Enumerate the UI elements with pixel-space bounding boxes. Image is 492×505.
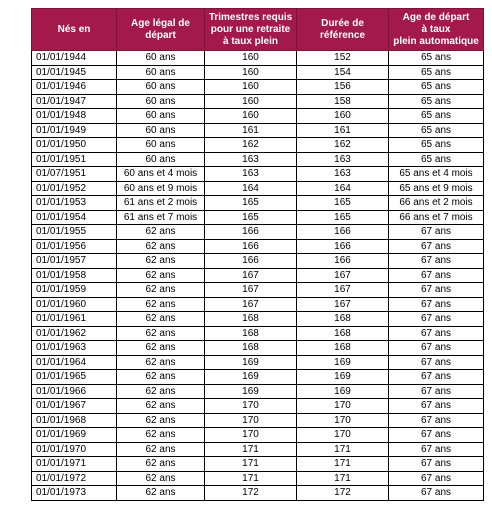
cell-required-quarters: 168 — [205, 326, 297, 341]
table-row — [32, 457, 484, 472]
cell-legal-age: 62 ans — [117, 355, 205, 370]
cell-required-quarters: 160 — [205, 51, 297, 66]
cell-reference-duration: 162 — [297, 138, 389, 153]
cell-legal-age: 60 ans — [117, 80, 205, 95]
table-row — [32, 210, 484, 225]
cell-reference-duration: 163 — [297, 167, 389, 182]
header-line: Nés en — [57, 23, 91, 35]
cell-legal-age: 60 ans — [117, 65, 205, 80]
cell-auto-full-rate-age: 67 ans — [389, 399, 484, 414]
cell-required-quarters: 171 — [205, 471, 297, 486]
cell-auto-full-rate-age: 65 ans — [389, 51, 484, 66]
cell-legal-age: 62 ans — [117, 370, 205, 385]
cell-birth-date: 01/01/1973 — [32, 486, 117, 501]
cell-auto-full-rate-age: 67 ans — [389, 254, 484, 269]
cell-auto-full-rate-age: 67 ans — [389, 471, 484, 486]
cell-required-quarters: 167 — [205, 297, 297, 312]
table-row — [32, 486, 484, 501]
cell-auto-full-rate-age: 67 ans — [389, 428, 484, 443]
cell-auto-full-rate-age: 65 ans — [389, 80, 484, 95]
cell-reference-duration: 169 — [297, 370, 389, 385]
cell-auto-full-rate-age: 67 ans — [389, 355, 484, 370]
cell-legal-age: 62 ans — [117, 341, 205, 356]
header-auto-full-rate-age — [389, 9, 484, 51]
cell-required-quarters: 163 — [205, 152, 297, 167]
table-row — [32, 239, 484, 254]
cell-required-quarters: 167 — [205, 283, 297, 298]
table-row — [32, 341, 484, 356]
cell-reference-duration: 170 — [297, 413, 389, 428]
retirement-age-table — [31, 8, 484, 501]
table-row — [32, 167, 484, 182]
cell-required-quarters: 167 — [205, 268, 297, 283]
cell-auto-full-rate-age: 65 ans et 9 mois — [389, 181, 484, 196]
cell-required-quarters: 166 — [205, 225, 297, 240]
cell-required-quarters: 160 — [205, 65, 297, 80]
cell-legal-age: 62 ans — [117, 442, 205, 457]
table-header — [32, 9, 484, 51]
cell-birth-date: 01/01/1964 — [32, 355, 117, 370]
cell-reference-duration: 163 — [297, 152, 389, 167]
table-row — [32, 283, 484, 298]
cell-legal-age: 62 ans — [117, 326, 205, 341]
cell-reference-duration: 171 — [297, 442, 389, 457]
cell-birth-date: 01/01/1957 — [32, 254, 117, 269]
cell-birth-date: 01/01/1971 — [32, 457, 117, 472]
header-reference-duration — [297, 9, 389, 51]
cell-legal-age: 62 ans — [117, 486, 205, 501]
cell-reference-duration: 154 — [297, 65, 389, 80]
header-legal-age — [117, 9, 205, 51]
cell-required-quarters: 168 — [205, 341, 297, 356]
cell-legal-age: 60 ans — [117, 109, 205, 124]
header-line: Trimestres requis — [208, 11, 293, 23]
cell-reference-duration: 168 — [297, 312, 389, 327]
cell-birth-date: 01/01/1951 — [32, 152, 117, 167]
cell-birth-date: 01/01/1958 — [32, 268, 117, 283]
cell-auto-full-rate-age: 65 ans — [389, 138, 484, 153]
table-row — [32, 355, 484, 370]
cell-birth-date: 01/01/1966 — [32, 384, 117, 399]
cell-birth-date: 01/01/1946 — [32, 80, 117, 95]
cell-reference-duration: 152 — [297, 51, 389, 66]
cell-auto-full-rate-age: 67 ans — [389, 442, 484, 457]
cell-birth-date: 01/01/1967 — [32, 399, 117, 414]
cell-required-quarters: 169 — [205, 355, 297, 370]
table-row — [32, 384, 484, 399]
cell-reference-duration: 165 — [297, 210, 389, 225]
table-row — [32, 109, 484, 124]
cell-reference-duration: 167 — [297, 283, 389, 298]
cell-auto-full-rate-age: 67 ans — [389, 341, 484, 356]
cell-auto-full-rate-age: 65 ans — [389, 65, 484, 80]
table-row — [32, 196, 484, 211]
cell-legal-age: 61 ans et 7 mois — [117, 210, 205, 225]
cell-reference-duration: 171 — [297, 471, 389, 486]
cell-reference-duration: 166 — [297, 239, 389, 254]
cell-birth-date: 01/07/1951 — [32, 167, 117, 182]
cell-reference-duration: 170 — [297, 428, 389, 443]
table-row — [32, 94, 484, 109]
cell-legal-age: 62 ans — [117, 239, 205, 254]
header-line: à taux plein — [222, 35, 278, 47]
cell-reference-duration: 164 — [297, 181, 389, 196]
cell-required-quarters: 170 — [205, 428, 297, 443]
cell-auto-full-rate-age: 67 ans — [389, 268, 484, 283]
cell-birth-date: 01/01/1961 — [32, 312, 117, 327]
cell-birth-date: 01/01/1947 — [32, 94, 117, 109]
cell-required-quarters: 166 — [205, 254, 297, 269]
cell-legal-age: 60 ans — [117, 51, 205, 66]
table-row — [32, 297, 484, 312]
cell-reference-duration: 165 — [297, 196, 389, 211]
cell-legal-age: 61 ans et 2 mois — [117, 196, 205, 211]
cell-reference-duration: 160 — [297, 109, 389, 124]
cell-reference-duration: 168 — [297, 341, 389, 356]
cell-birth-date: 01/01/1953 — [32, 196, 117, 211]
cell-auto-full-rate-age: 66 ans et 7 mois — [389, 210, 484, 225]
cell-auto-full-rate-age: 67 ans — [389, 283, 484, 298]
cell-required-quarters: 162 — [205, 138, 297, 153]
cell-auto-full-rate-age: 65 ans — [389, 123, 484, 138]
cell-birth-date: 01/01/1965 — [32, 370, 117, 385]
header-line: Age de départ — [402, 11, 470, 23]
cell-birth-date: 01/01/1970 — [32, 442, 117, 457]
table-row — [32, 138, 484, 153]
cell-reference-duration: 169 — [297, 384, 389, 399]
cell-birth-date: 01/01/1968 — [32, 413, 117, 428]
cell-reference-duration: 167 — [297, 268, 389, 283]
cell-required-quarters: 163 — [205, 167, 297, 182]
cell-birth-date: 01/01/1972 — [32, 471, 117, 486]
cell-legal-age: 60 ans — [117, 138, 205, 153]
table-row — [32, 268, 484, 283]
cell-legal-age: 60 ans — [117, 152, 205, 167]
table-row — [32, 442, 484, 457]
cell-auto-full-rate-age: 67 ans — [389, 486, 484, 501]
cell-required-quarters: 169 — [205, 370, 297, 385]
cell-legal-age: 62 ans — [117, 399, 205, 414]
cell-legal-age: 60 ans — [117, 94, 205, 109]
cell-birth-date: 01/01/1963 — [32, 341, 117, 356]
table-row — [32, 225, 484, 240]
cell-legal-age: 62 ans — [117, 297, 205, 312]
cell-reference-duration: 168 — [297, 326, 389, 341]
table-row — [32, 152, 484, 167]
cell-legal-age: 62 ans — [117, 225, 205, 240]
header-line: plein automatique — [393, 35, 479, 47]
cell-birth-date: 01/01/1962 — [32, 326, 117, 341]
cell-required-quarters: 164 — [205, 181, 297, 196]
table-row — [32, 65, 484, 80]
cell-required-quarters: 166 — [205, 239, 297, 254]
cell-auto-full-rate-age: 67 ans — [389, 384, 484, 399]
cell-legal-age: 60 ans et 4 mois — [117, 167, 205, 182]
table-body — [32, 51, 484, 501]
cell-birth-date: 01/01/1954 — [32, 210, 117, 225]
header-birth-date — [32, 9, 117, 51]
cell-legal-age: 62 ans — [117, 268, 205, 283]
cell-required-quarters: 168 — [205, 312, 297, 327]
cell-reference-duration: 169 — [297, 355, 389, 370]
cell-reference-duration: 166 — [297, 254, 389, 269]
table-row — [32, 326, 484, 341]
cell-reference-duration: 172 — [297, 486, 389, 501]
cell-reference-duration: 158 — [297, 94, 389, 109]
cell-birth-date: 01/01/1948 — [32, 109, 117, 124]
cell-legal-age: 60 ans — [117, 123, 205, 138]
cell-required-quarters: 169 — [205, 384, 297, 399]
cell-auto-full-rate-age: 67 ans — [389, 370, 484, 385]
table-row — [32, 370, 484, 385]
cell-legal-age: 62 ans — [117, 428, 205, 443]
cell-birth-date: 01/01/1950 — [32, 138, 117, 153]
cell-legal-age: 62 ans — [117, 384, 205, 399]
cell-auto-full-rate-age: 67 ans — [389, 312, 484, 327]
cell-auto-full-rate-age: 65 ans — [389, 94, 484, 109]
cell-auto-full-rate-age: 67 ans — [389, 239, 484, 254]
cell-required-quarters: 160 — [205, 94, 297, 109]
cell-required-quarters: 171 — [205, 457, 297, 472]
table-row — [32, 80, 484, 95]
cell-birth-date: 01/01/1955 — [32, 225, 117, 240]
table-row — [32, 181, 484, 196]
cell-birth-date: 01/01/1949 — [32, 123, 117, 138]
cell-required-quarters: 172 — [205, 486, 297, 501]
cell-required-quarters: 160 — [205, 80, 297, 95]
cell-required-quarters: 165 — [205, 210, 297, 225]
header-line: Durée de référence — [319, 17, 366, 41]
cell-legal-age: 62 ans — [117, 254, 205, 269]
cell-reference-duration: 156 — [297, 80, 389, 95]
cell-reference-duration: 170 — [297, 399, 389, 414]
cell-required-quarters: 165 — [205, 196, 297, 211]
header-row — [32, 9, 484, 51]
cell-auto-full-rate-age: 67 ans — [389, 297, 484, 312]
retirement-table-container — [31, 8, 484, 501]
cell-auto-full-rate-age: 65 ans — [389, 109, 484, 124]
cell-legal-age: 60 ans et 9 mois — [117, 181, 205, 196]
cell-birth-date: 01/01/1944 — [32, 51, 117, 66]
cell-birth-date: 01/01/1959 — [32, 283, 117, 298]
cell-auto-full-rate-age: 66 ans et 2 mois — [389, 196, 484, 211]
cell-legal-age: 62 ans — [117, 312, 205, 327]
table-row — [32, 413, 484, 428]
cell-required-quarters: 170 — [205, 399, 297, 414]
cell-birth-date: 01/01/1969 — [32, 428, 117, 443]
header-line: à taux — [421, 23, 451, 35]
cell-auto-full-rate-age: 67 ans — [389, 413, 484, 428]
cell-reference-duration: 171 — [297, 457, 389, 472]
header-required-quarters — [205, 9, 297, 51]
cell-birth-date: 01/01/1945 — [32, 65, 117, 80]
cell-auto-full-rate-age: 67 ans — [389, 457, 484, 472]
table-row — [32, 471, 484, 486]
table-row — [32, 123, 484, 138]
table-row — [32, 254, 484, 269]
cell-birth-date: 01/01/1952 — [32, 181, 117, 196]
cell-legal-age: 62 ans — [117, 471, 205, 486]
cell-auto-full-rate-age: 65 ans — [389, 152, 484, 167]
cell-reference-duration: 167 — [297, 297, 389, 312]
cell-legal-age: 62 ans — [117, 457, 205, 472]
cell-required-quarters: 160 — [205, 109, 297, 124]
table-row — [32, 312, 484, 327]
cell-required-quarters: 170 — [205, 413, 297, 428]
cell-reference-duration: 166 — [297, 225, 389, 240]
cell-auto-full-rate-age: 67 ans — [389, 326, 484, 341]
table-row — [32, 51, 484, 66]
header-line: pour une retraite — [210, 23, 291, 35]
cell-birth-date: 01/01/1960 — [32, 297, 117, 312]
cell-legal-age: 62 ans — [117, 413, 205, 428]
header-line: Age légal de départ — [131, 17, 190, 41]
cell-reference-duration: 161 — [297, 123, 389, 138]
table-row — [32, 399, 484, 414]
cell-auto-full-rate-age: 65 ans et 4 mois — [389, 167, 484, 182]
cell-legal-age: 62 ans — [117, 283, 205, 298]
cell-required-quarters: 171 — [205, 442, 297, 457]
cell-required-quarters: 161 — [205, 123, 297, 138]
cell-birth-date: 01/01/1956 — [32, 239, 117, 254]
table-row — [32, 428, 484, 443]
cell-auto-full-rate-age: 67 ans — [389, 225, 484, 240]
